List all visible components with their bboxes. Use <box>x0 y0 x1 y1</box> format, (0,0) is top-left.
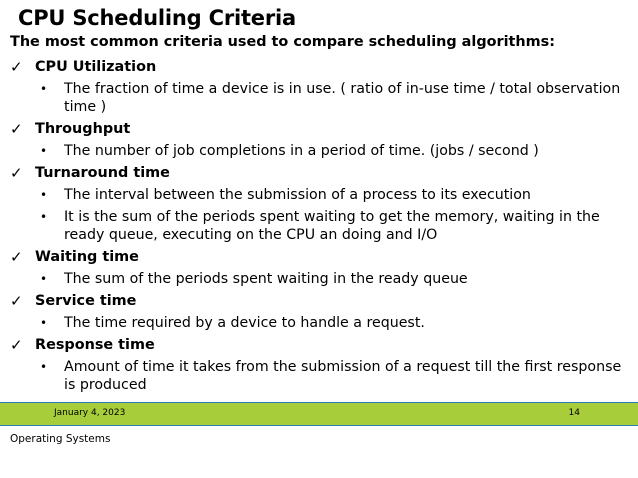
criterion-label: Response time <box>35 337 155 353</box>
point-text: The time required by a device to handle a request. <box>64 315 425 331</box>
point-text: The sum of the periods spent waiting in the ready queue <box>64 271 468 287</box>
check-icon: ✓ <box>10 336 23 354</box>
point-text: It is the sum of the periods spent waiting to get the memory, waiting in the ready queue, executing on the CPU an doing and I/O <box>64 209 600 243</box>
criteria-list <box>10 54 626 394</box>
page-number: 14 <box>568 408 580 418</box>
course-label: Operating Systems <box>10 433 111 445</box>
criterion-label: Waiting time <box>35 249 139 265</box>
check-icon: ✓ <box>10 120 23 138</box>
criterion-point <box>10 142 626 160</box>
criterion-label: Throughput <box>35 121 131 137</box>
criterion-point <box>10 186 626 204</box>
check-icon: ✓ <box>10 248 23 266</box>
bullet-icon: • <box>40 210 48 224</box>
criterion-point <box>10 358 626 394</box>
criterion-label: Service time <box>35 293 137 309</box>
slide-title: CPU Scheduling Criteria <box>18 6 296 30</box>
bullet-icon: • <box>40 316 48 330</box>
footer-bar <box>0 402 638 426</box>
criterion-heading <box>10 164 626 182</box>
bullet-icon: • <box>40 82 48 96</box>
footer-date: January 4, 2023 <box>54 408 126 418</box>
criterion-point <box>10 208 626 244</box>
check-icon: ✓ <box>10 58 23 76</box>
point-text: The fraction of time a device is in use. ( ratio of in-use time / total observation time ) <box>64 81 621 115</box>
criterion-heading <box>10 120 626 138</box>
point-text: The number of job completions in a period of time. (jobs / second ) <box>64 143 539 159</box>
bullet-icon: • <box>40 360 48 374</box>
criterion-point <box>10 80 626 116</box>
point-text: The interval between the submission of a process to its execution <box>64 187 531 203</box>
criterion-label: Turnaround time <box>35 165 170 181</box>
criterion-heading <box>10 336 626 354</box>
bullet-icon: • <box>40 272 48 286</box>
criterion-point <box>10 270 626 288</box>
bullet-icon: • <box>40 188 48 202</box>
check-icon: ✓ <box>10 164 23 182</box>
criterion-label: CPU Utilization <box>35 59 157 75</box>
point-text: Amount of time it takes from the submission of a request till the first response is produced <box>64 359 622 393</box>
criterion-point <box>10 314 626 332</box>
criterion-heading <box>10 248 626 266</box>
criterion-heading <box>10 292 626 310</box>
check-icon: ✓ <box>10 292 23 310</box>
criterion-heading <box>10 58 626 76</box>
bullet-icon: • <box>40 144 48 158</box>
intro-text: The most common criteria used to compare scheduling algorithms: <box>10 34 555 50</box>
